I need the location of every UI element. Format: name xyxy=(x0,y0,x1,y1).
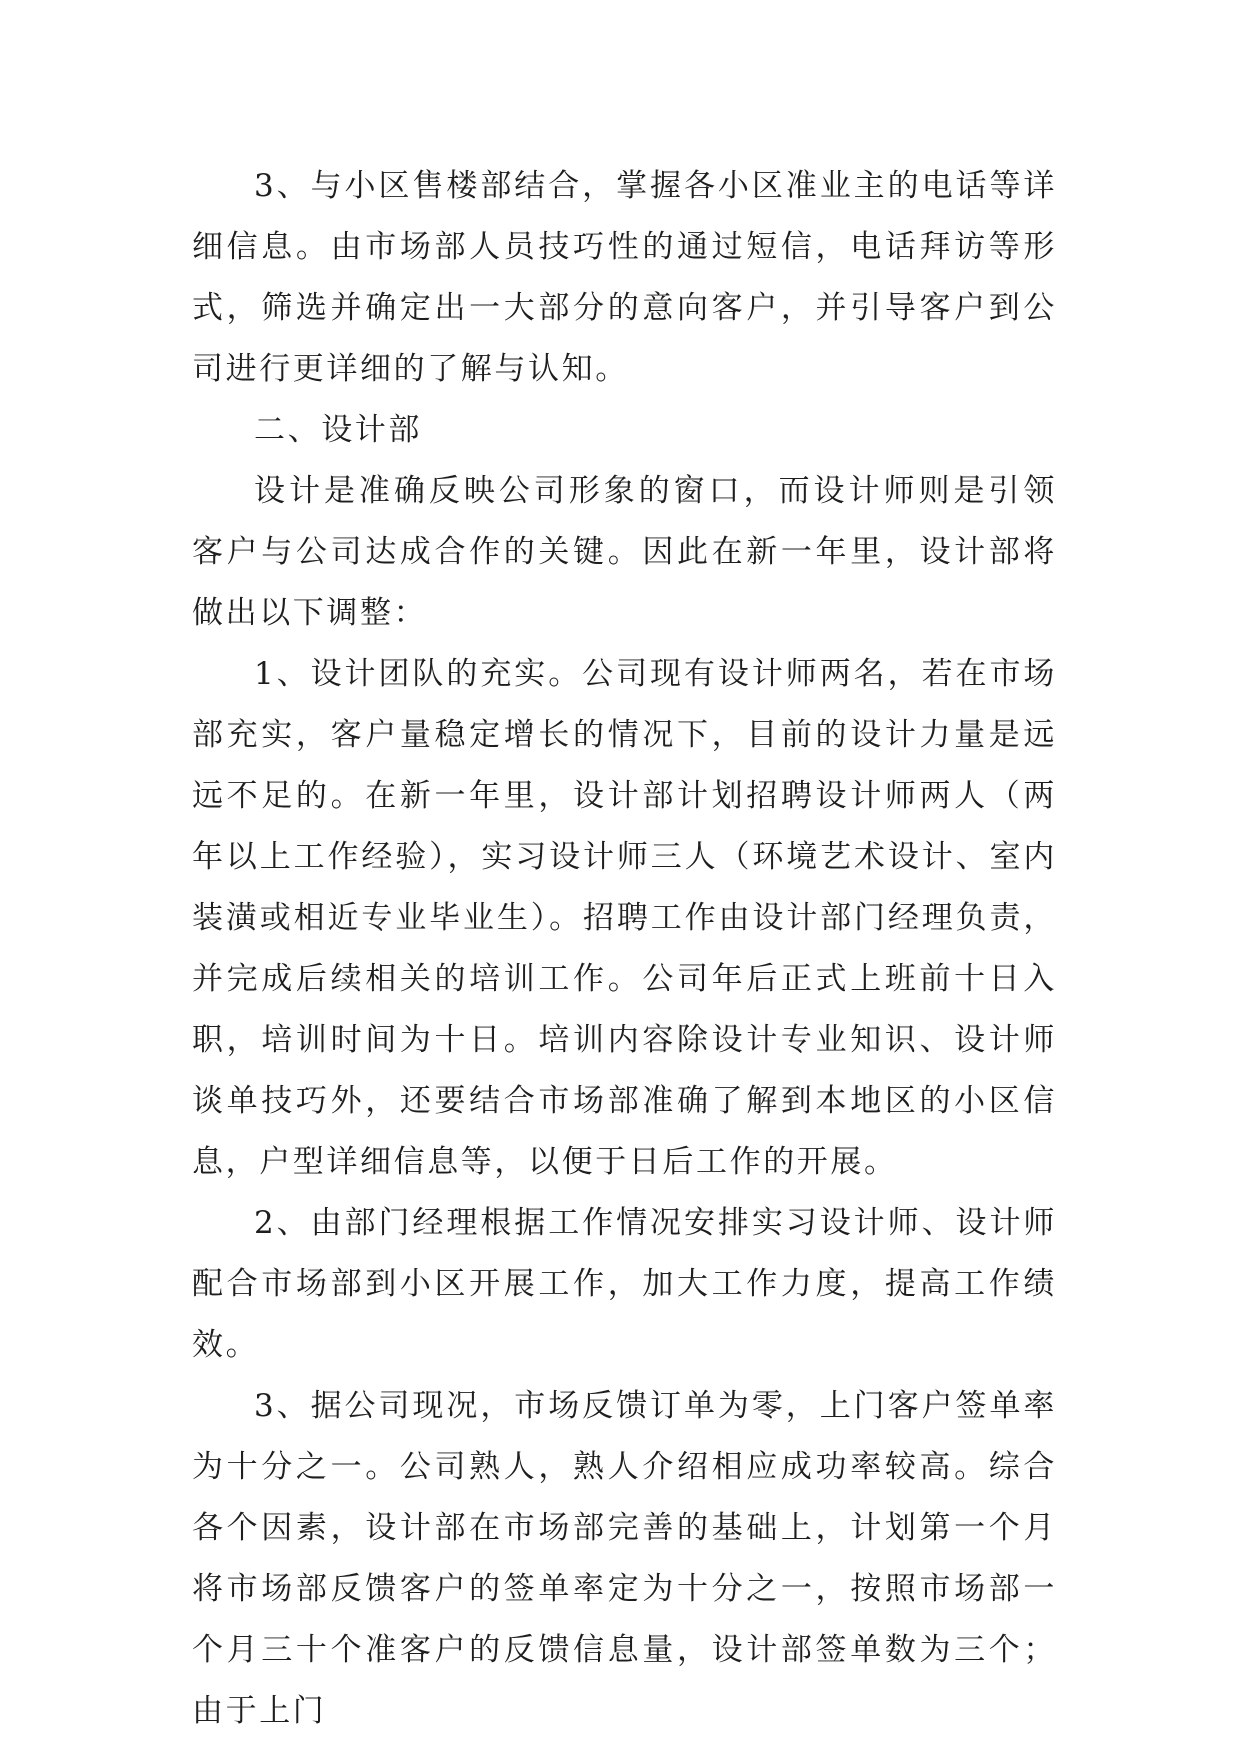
section-heading-design-dept: 二、设计部 xyxy=(254,412,422,448)
paragraph-design-item-3: 3、据公司现况，市场反馈订单为零，上门客户签单率为十分之一。公司熟人，熟人介绍相应成功率较高。综合各个因素，设计部在市场部完善的基础上，计划第一个月将市场部反馈客户的签单率定为十分之一，按照市场部一个月三十个准客户的反馈信息量，设计部签单数为三个；由于上门 xyxy=(192,1388,1057,1729)
paragraph-design-item-2: 2、由部门经理根据工作情况安排实习设计师、设计师配合市场部到小区开展工作，加大工作力度，提高工作绩效。 xyxy=(192,1205,1057,1363)
paragraph-design-item-1: 1、设计团队的充实。公司现有设计师两名，若在市场部充实，客户量稳定增长的情况下，目前的设计力量是远远不足的。在新一年里，设计部计划招聘设计师两人（两年以上工作经验），实习设计师三人（环境艺术设计、室内装潢或相近专业毕业生）。招聘工作由设计部门经理负责，并完成后续相关的培训工作。公司年后正式上班前十日入职，培训时间为十日。培训内容除设计专业知识、设计师谈单技巧外，还要结合市场部准确了解到本地区的小区信息，户型详细信息等，以便于日后工作的开展。 xyxy=(192,656,1057,1180)
paragraph-design-intro: 设计是准确反映公司形象的窗口，而设计师则是引领客户与公司达成合作的关键。因此在新一年里，设计部将做出以下调整： xyxy=(192,473,1057,631)
paragraph-market-item-3: 3、与小区售楼部结合，掌握各小区准业主的电话等详细信息。由市场部人员技巧性的通过短信，电话拜访等形式，筛选并确定出一大部分的意向客户，并引导客户到公司进行更详细的了解与认知。 xyxy=(192,168,1057,387)
document-body xyxy=(192,156,1057,1742)
